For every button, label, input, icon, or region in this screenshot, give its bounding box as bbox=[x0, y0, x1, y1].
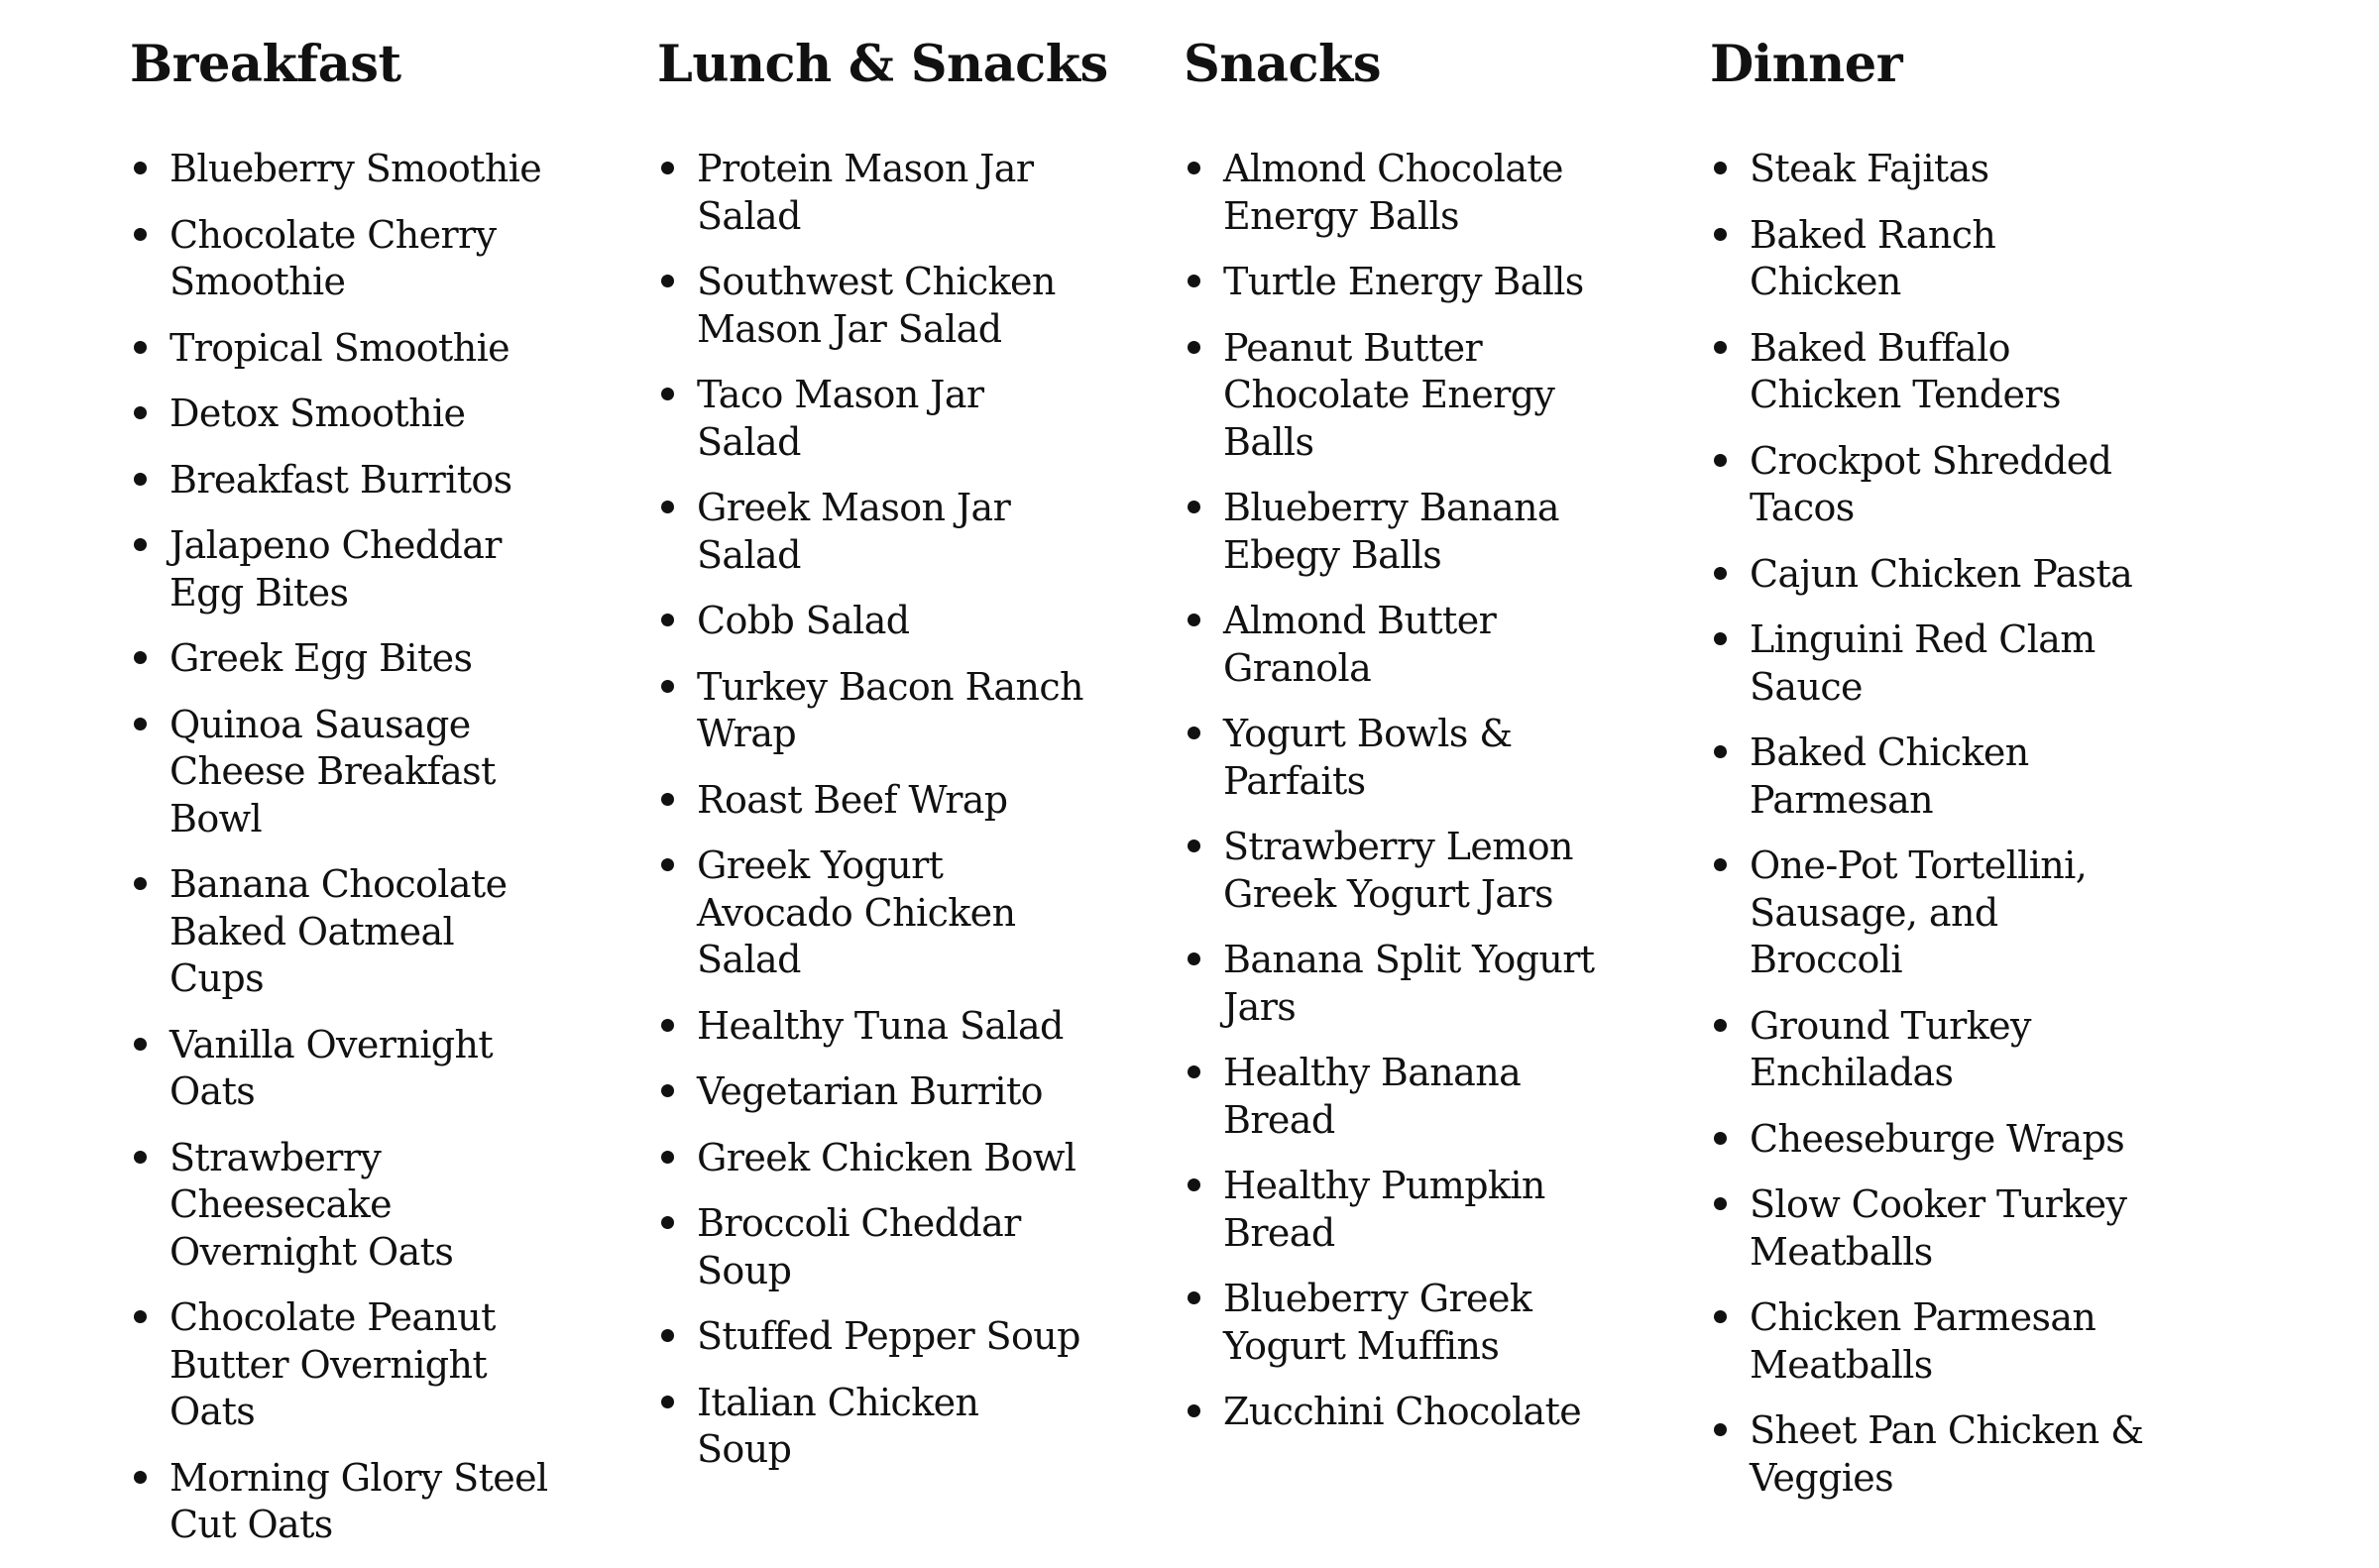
breakfast-list bbox=[130, 146, 556, 1568]
lunch-snacks-list bbox=[657, 146, 1083, 1493]
recipe-list-item: Linguini Red Clam Sauce bbox=[1710, 616, 2146, 711]
recipe-list-item: One-Pot Tortellini, Sausage, and Broccoli bbox=[1710, 842, 2146, 984]
recipe-list-item: Jalapeno Cheddar Egg Bites bbox=[130, 522, 556, 616]
recipe-list-item: Almond Butter Granola bbox=[1184, 598, 1610, 692]
recipe-list-item: Roast Beef Wrap bbox=[657, 777, 1083, 825]
recipe-list-item: Zucchini Chocolate bbox=[1184, 1389, 1610, 1436]
snacks-heading: Snacks bbox=[1184, 35, 1382, 94]
recipe-list-item: Turtle Energy Balls bbox=[1184, 259, 1610, 306]
recipe-list-item: Strawberry Cheesecake Overnight Oats bbox=[130, 1135, 556, 1277]
recipe-list-item: Vanilla Overnight Oats bbox=[130, 1022, 556, 1116]
recipe-list-item: Baked Ranch Chicken bbox=[1710, 212, 2146, 306]
recipe-list-item: Broccoli Cheddar Soup bbox=[657, 1200, 1083, 1294]
recipe-list-item: Tropical Smoothie bbox=[130, 325, 556, 373]
snacks-list bbox=[1184, 146, 1610, 1455]
recipe-list-item: Cheeseburge Wraps bbox=[1710, 1116, 2146, 1164]
recipe-list-item: Morning Glory Steel Cut Oats bbox=[130, 1455, 556, 1549]
recipe-list-item: Ground Turkey Enchiladas bbox=[1710, 1003, 2146, 1097]
recipe-list-item: Greek Egg Bites bbox=[130, 635, 556, 683]
recipe-list-item: Breakfast Burritos bbox=[130, 457, 556, 504]
recipe-list-item: Vegetarian Burrito bbox=[657, 1068, 1083, 1116]
recipe-list-item: Chocolate Cherry Smoothie bbox=[130, 212, 556, 306]
recipe-list-item: Slow Cooker Turkey Meatballs bbox=[1710, 1181, 2146, 1276]
lunch-snacks-heading: Lunch & Snacks bbox=[657, 35, 1108, 94]
recipe-list-item: Protein Mason Jar Salad bbox=[657, 146, 1083, 240]
recipe-list-item: Stuffed Pepper Soup bbox=[657, 1313, 1083, 1361]
recipe-list-item: Yogurt Bowls & Parfaits bbox=[1184, 711, 1610, 805]
recipe-list-item: Sheet Pan Chicken & Veggies bbox=[1710, 1407, 2146, 1502]
recipe-list-item: Cobb Salad bbox=[657, 598, 1083, 645]
recipe-list-item: Greek Chicken Bowl bbox=[657, 1135, 1083, 1182]
dinner-list bbox=[1710, 146, 2146, 1520]
recipe-list-item: Healthy Tuna Salad bbox=[657, 1003, 1083, 1051]
recipe-list-item: Banana Chocolate Baked Oatmeal Cups bbox=[130, 861, 556, 1003]
recipe-list-item: Blueberry Banana Ebegy Balls bbox=[1184, 485, 1610, 579]
recipe-list-item: Quinoa Sausage Cheese Breakfast Bowl bbox=[130, 702, 556, 843]
recipe-list-item: Peanut Butter Chocolate Energy Balls bbox=[1184, 325, 1610, 467]
recipe-list-item: Greek Mason Jar Salad bbox=[657, 485, 1083, 579]
dinner-heading: Dinner bbox=[1710, 35, 1903, 94]
recipe-list-item: Baked Buffalo Chicken Tenders bbox=[1710, 325, 2146, 419]
recipe-list-item: Banana Split Yogurt Jars bbox=[1184, 937, 1610, 1031]
recipe-list-item: Steak Fajitas bbox=[1710, 146, 2146, 193]
recipe-list-item: Healthy Pumpkin Bread bbox=[1184, 1163, 1610, 1257]
recipe-list-item: Healthy Banana Bread bbox=[1184, 1050, 1610, 1144]
recipe-list-item: Chocolate Peanut Butter Overnight Oats bbox=[130, 1294, 556, 1436]
recipe-list-item: Detox Smoothie bbox=[130, 391, 556, 438]
recipe-list-item: Crockpot Shredded Tacos bbox=[1710, 438, 2146, 532]
recipe-list-item: Taco Mason Jar Salad bbox=[657, 372, 1083, 466]
recipe-list-item: Blueberry Greek Yogurt Muffins bbox=[1184, 1276, 1610, 1370]
recipe-list-item: Greek Yogurt Avocado Chicken Salad bbox=[657, 842, 1083, 984]
recipe-list-item: Italian Chicken Soup bbox=[657, 1380, 1083, 1474]
recipe-list-item: Baked Chicken Parmesan bbox=[1710, 729, 2146, 824]
recipe-list-item: Cajun Chicken Pasta bbox=[1710, 551, 2146, 599]
recipe-list-item: Chicken Parmesan Meatballs bbox=[1710, 1294, 2146, 1389]
recipe-list-item: Strawberry Lemon Greek Yogurt Jars bbox=[1184, 824, 1610, 918]
recipe-list-item: Blueberry Smoothie bbox=[130, 146, 556, 193]
recipe-list-item: Southwest Chicken Mason Jar Salad bbox=[657, 259, 1083, 353]
recipe-list-item: Turkey Bacon Ranch Wrap bbox=[657, 664, 1083, 758]
recipe-list-item: Almond Chocolate Energy Balls bbox=[1184, 146, 1610, 240]
breakfast-heading: Breakfast bbox=[130, 35, 401, 94]
